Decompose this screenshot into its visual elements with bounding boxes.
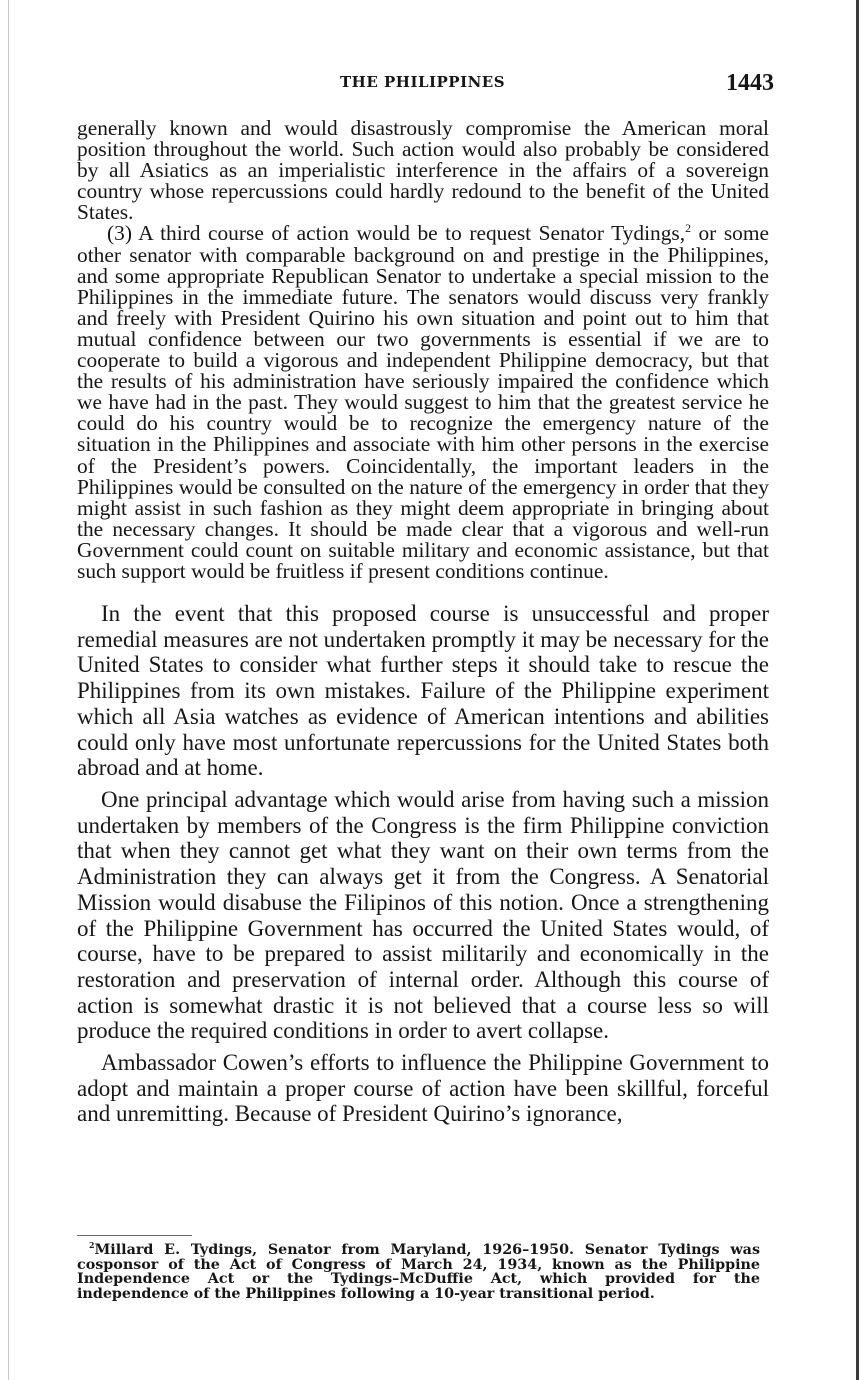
- course-three-opening: (3) A third course of action would be to request Senator Tydings,: [107, 221, 686, 246]
- footnote-text: Millard E. Tydings, Senator from Maryland, 1926–1950. Senator Tydings was cosponsor of the Act of Congress of March 24, 1934, known as the Philippine Independence Act or the Tydings–McDuffie Act, which provided for the independence of the Philippines following a 10-year transitional period.: [77, 1242, 760, 1302]
- quote-continuation-paragraph: generally known and would disastrously compromise the American moral position throughout the world. Such action would also probably be considered by all Asiatics as an imperialistic interference in the affairs of a sovereign country whose repercussions could hardly redound to the benefit of the United States.: [77, 116, 769, 225]
- course-three-paragraph: [77, 223, 769, 582]
- main-text: [77, 118, 769, 1133]
- page-number: 1443: [726, 70, 774, 96]
- quoted-memorandum: [77, 118, 769, 582]
- paragraph-ambassador-cowen: Ambassador Cowen’s efforts to influence the Philippine Government to adopt and maintain a proper course of action have been skillful, forceful and unremitting. Because of President Quirino’s ignorance,: [77, 1050, 769, 1127]
- footnote-marker: 2: [89, 1241, 95, 1251]
- paragraph-principal-advantage: One principal advantage which would arise from having such a mission undertaken by members of the Congress is the firm Philippine conviction that when they cannot get what they want on their own terms from the Administration they can always get it from the Congress. A Senatorial Mission would disabuse the Filipinos of this notion. Once a strengthening of the Philippine Government has occurred the United States would, of course, have to be prepared to assist militarily and economically in the restoration and preservation of internal order. Although this course of action is somewhat drastic it is not believed that a course less so will produce the required conditions in order to avert collapse.: [77, 786, 769, 1044]
- page-edge-left: [8, 0, 9, 1380]
- course-three-body: or some other senator with comparable background on and prestige in the Philippines, and some appropriate Republican Senator to undertake a special mission to the Philippines in the immediate future. The senators would discuss very frankly and freely with President Quirino his own situation and point out to him that mutual confidence between our two governments is essential if we are to cooperate to build a vigorous and independent Philippine democracy, but that the results of his administration have seriously impaired the confidence which we have had in the past. They would suggest to him that the greatest service he could do his country would be to recognize the emergency nature of the situation in the Philippines and associate with him other persons in the exercise of the President’s powers. Coincidentally, the important leaders in the Philippines would be consulted on the nature of the emergency in order that they might assist in such fashion as they might deem appropriate in bringing about the necessary changes. It should be made clear that a vigorous and well-run Government could count on suitable military and economic assistance, but that such support would be fruitless if present conditions continue.: [77, 221, 769, 583]
- footnote-divider: [77, 1235, 192, 1236]
- page-edge-right: [856, 0, 859, 1380]
- footnote-reference: 2: [685, 222, 691, 236]
- page-header: [0, 70, 861, 100]
- running-head: THE PHILIPPINES: [340, 73, 506, 91]
- footnote: [77, 1243, 760, 1301]
- paragraph-event-unsuccessful: In the event that this proposed course is unsuccessful and proper remedial measures are not undertaken promptly it may be necessary for the United States to consider what further steps it should take to rescue the Philippines from its own mistakes. Failure of the Philippine experiment which all Asia watches as evidence of American intentions and abilities could only have most unfortunate repercussions for the United States both abroad and at home.: [77, 601, 769, 781]
- body-text: [77, 601, 769, 1127]
